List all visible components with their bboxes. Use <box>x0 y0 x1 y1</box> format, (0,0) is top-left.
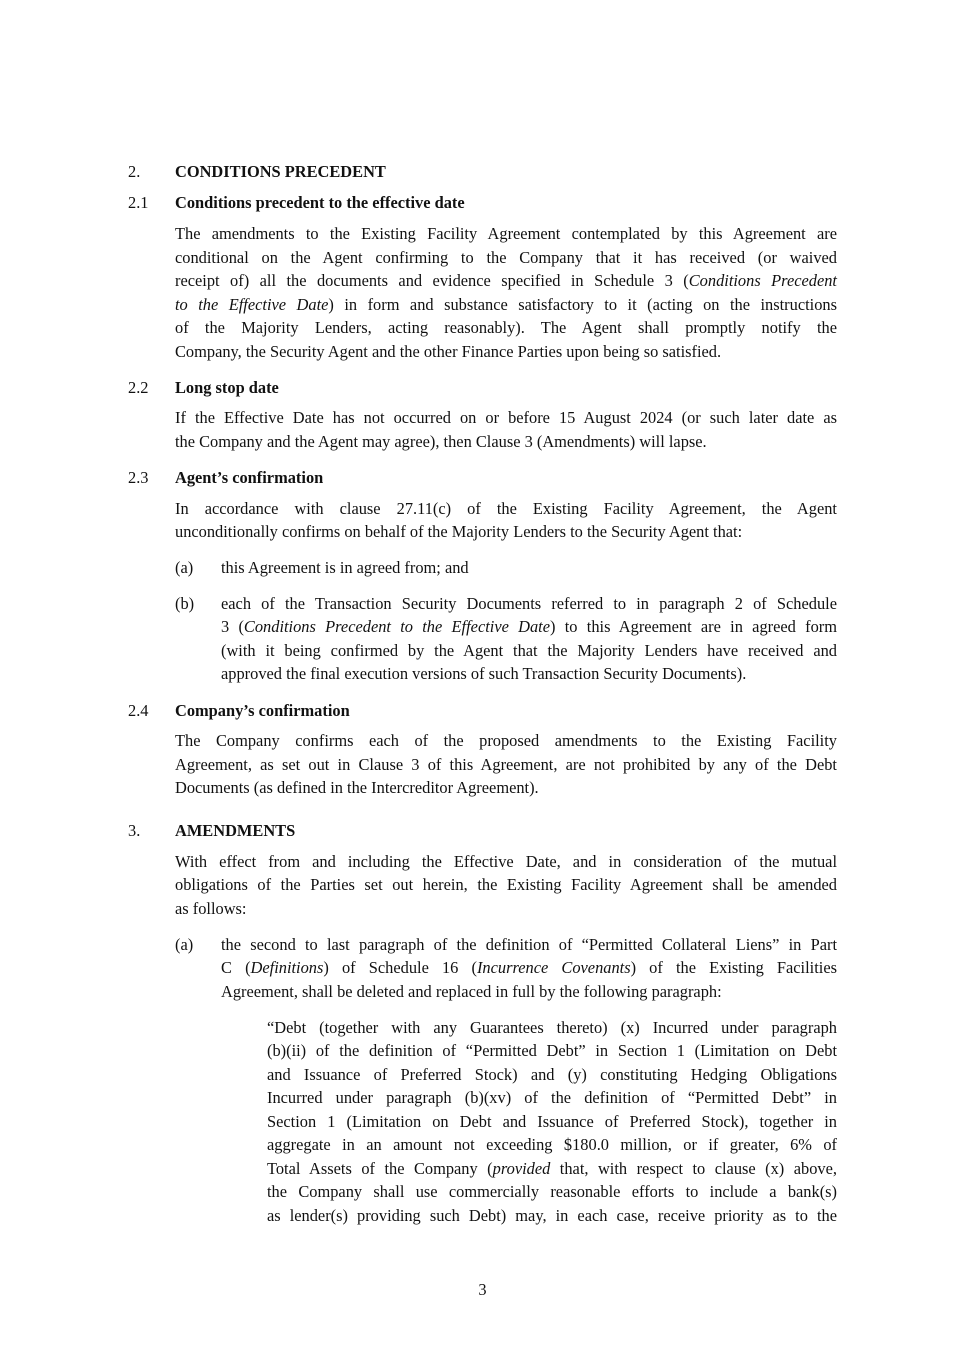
paragraph-line: With effect from and including the Effective Date, and in consideration of the mutual <box>175 852 837 871</box>
page-number: 3 <box>478 1280 487 1299</box>
clause-heading: Agent’s confirmation <box>175 468 324 487</box>
item-label: (b) <box>175 594 195 613</box>
clause-number: 2.4 <box>128 701 149 720</box>
quote-line: Incurred under paragraph (b)(xv) of the definition of “Permitted Debt” in <box>267 1088 837 1107</box>
section-heading: CONDITIONS PRECEDENT <box>175 162 386 181</box>
paragraph-line: The Company confirms each of the proposed amendments to the Existing Facility <box>175 731 837 750</box>
item-line: this Agreement is in agreed from; and <box>221 558 469 577</box>
clause-heading: Conditions precedent to the effective date <box>175 193 465 212</box>
paragraph-line: Agreement, as set out in Clause 3 of this Agreement, are not prohibited by any of the Debt <box>175 755 837 774</box>
clause-number: 2.1 <box>128 193 149 212</box>
section-number: 3. <box>128 821 141 840</box>
quote-line: Section 1 (Limitation on Debt and Issuance of Preferred Stock), together in <box>267 1112 837 1131</box>
item-line: (with it being confirmed by the Agent that the Majority Lenders have received and <box>221 641 837 660</box>
paragraph-line: of the Majority Lenders, acting reasonably). The Agent shall promptly notify the <box>175 318 837 337</box>
quote-line: the Company shall use commercially reasonable efforts to include a bank(s) <box>267 1182 837 1201</box>
paragraph-line: If the Effective Date has not occurred on or before 15 August 2024 (or such later date as <box>175 408 837 427</box>
paragraph-line: The amendments to the Existing Facility Agreement contemplated by this Agreement are <box>175 224 837 243</box>
section-heading: AMENDMENTS <box>175 821 296 840</box>
clause-number: 2.2 <box>128 378 149 397</box>
paragraph-line: conditional on the Agent confirming to the Company that it has received (or waived <box>175 248 837 267</box>
paragraph-line: the Company and the Agent may agree), then Clause 3 (Amendments) will lapse. <box>175 432 707 451</box>
clause-heading: Company’s confirmation <box>175 701 350 720</box>
paragraph-line: unconditionally confirms on behalf of the Majority Lenders to the Security Agent that: <box>175 522 743 541</box>
paragraph-line: In accordance with clause 27.11(c) of the Existing Facility Agreement, the Agent <box>175 499 837 518</box>
item-label: (a) <box>175 935 194 954</box>
quote-line: Total Assets of the Company (provided that, with respect to clause (x) above, <box>267 1159 837 1178</box>
paragraph-line: receipt of) all the documents and evidence specified in Schedule 3 (Conditions Precedent <box>175 271 837 290</box>
item-line: Agreement, shall be deleted and replaced in full by the following paragraph: <box>221 982 722 1001</box>
item-line: the second to last paragraph of the definition of “Permitted Collateral Liens” in Part <box>221 935 837 954</box>
paragraph-line: obligations of the Parties set out herein, the Existing Facility Agreement shall be amended <box>175 875 837 894</box>
quote-line: as lender(s) providing such Debt) may, in each case, receive priority as to the <box>267 1206 837 1225</box>
item-line: approved the final execution versions of such Transaction Security Documents). <box>221 664 747 683</box>
paragraph-line: Documents (as defined in the Intercreditor Agreement). <box>175 778 539 797</box>
paragraph-line: as follows: <box>175 899 247 918</box>
paragraph-line: to the Effective Date) in form and substance satisfactory to it (acting on the instructions <box>175 295 837 314</box>
item-line: C (Definitions) of Schedule 16 (Incurrence Covenants) of the Existing Facilities <box>221 958 837 977</box>
clause-heading: Long stop date <box>175 378 279 397</box>
item-line: each of the Transaction Security Documents referred to in paragraph 2 of Schedule <box>221 594 837 613</box>
quote-line: and Issuance of Preferred Stock) and (y) constituting Hedging Obligations <box>267 1065 837 1084</box>
item-line: 3 (Conditions Precedent to the Effective Date) to this Agreement are in agreed form <box>221 617 837 636</box>
paragraph-line: Company, the Security Agent and the other Finance Parties upon being so satisfied. <box>175 342 722 361</box>
item-label: (a) <box>175 558 194 577</box>
quote-line: aggregate in an amount not exceeding $180.0 million, or if greater, 6% of <box>267 1135 837 1154</box>
quote-line: (b)(ii) of the definition of “Permitted Debt” in Section 1 (Limitation on Debt <box>267 1041 837 1060</box>
clause-number: 2.3 <box>128 468 149 487</box>
quote-line: “Debt (together with any Guarantees thereto) (x) Incurred under paragraph <box>267 1018 837 1037</box>
section-number: 2. <box>128 162 141 181</box>
